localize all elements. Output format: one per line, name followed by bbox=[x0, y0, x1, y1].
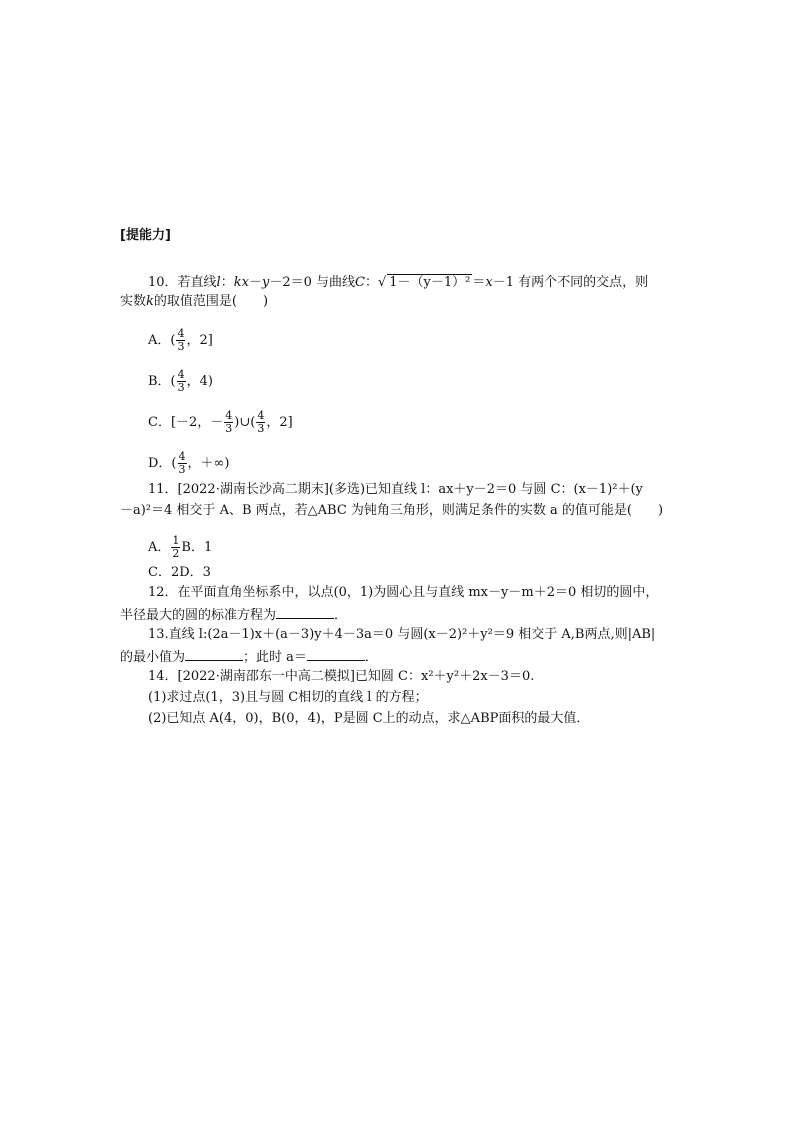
q11-options-ab bbox=[148, 535, 212, 560]
q12-text: ． bbox=[334, 608, 348, 623]
fraction bbox=[176, 328, 185, 353]
q12-line1: 12．在平面直角坐标系中，以点(0，1)为圆心且与直线 mx－y－m＋2＝0 相切的圆中， bbox=[148, 585, 659, 600]
denominator: 3 bbox=[178, 463, 186, 476]
option-text: ，2] bbox=[186, 333, 213, 348]
q10-line1 bbox=[148, 274, 648, 291]
q10-text: － bbox=[248, 275, 262, 290]
answer-blank bbox=[185, 648, 243, 661]
fraction bbox=[224, 410, 233, 435]
q14-subquestion-2: (2)已知点 A(4，0)，B(0，4)，P是圆 C上的动点，求△ABP面积的最大值． bbox=[148, 711, 590, 726]
q11-text: ) bbox=[658, 503, 664, 518]
numerator: 4 bbox=[178, 450, 186, 463]
numerator: 1 bbox=[172, 534, 180, 547]
option-label: A． bbox=[148, 540, 171, 555]
numerator: 4 bbox=[177, 368, 185, 381]
option-text: B．1 bbox=[181, 540, 213, 555]
option-label: D．( bbox=[148, 456, 177, 471]
q10-text: 10．若直线 bbox=[148, 275, 217, 290]
q10-text: 的取值范围是( bbox=[153, 294, 237, 309]
q10-text: 实数 bbox=[120, 294, 147, 309]
q10-text: ) bbox=[262, 294, 269, 309]
q11-options-cd: C．2D．3 bbox=[148, 565, 211, 580]
q10-text: ： bbox=[220, 275, 234, 290]
denominator: 3 bbox=[177, 340, 185, 353]
q10-text: －2＝0 与曲线 bbox=[269, 275, 356, 290]
denominator: 2 bbox=[172, 547, 180, 560]
option-label: A．( bbox=[148, 333, 176, 348]
q10-option-c bbox=[148, 410, 293, 435]
q13-line2 bbox=[120, 648, 378, 666]
q12-line2 bbox=[120, 606, 347, 624]
q10-text: ： bbox=[364, 275, 378, 290]
q10-var-y: y bbox=[261, 275, 270, 290]
q10-line2 bbox=[120, 294, 268, 310]
answer-blank bbox=[307, 648, 365, 661]
q13-text: ． bbox=[364, 650, 378, 665]
numerator: 4 bbox=[257, 409, 265, 422]
q12-text: 半径最大的圆的标准方程为 bbox=[120, 608, 277, 623]
q10-option-d bbox=[148, 451, 229, 476]
q11-text: －a)²＝4 相交于 A、B 两点，若△ABC 为钝角三角形，则满足条件的实数 a 的值可能是( bbox=[120, 503, 632, 518]
sqrt-symbol: √ bbox=[377, 275, 387, 290]
option-text: ，＋∞) bbox=[187, 456, 230, 471]
numerator: 4 bbox=[177, 327, 185, 340]
option-text: ，2] bbox=[266, 415, 293, 430]
q10-var-l: l bbox=[216, 275, 221, 290]
q13-text: ；此时 a＝ bbox=[243, 650, 307, 665]
q10-var-kx: kx bbox=[233, 275, 249, 290]
sqrt-expression: 1－（y－1）² bbox=[389, 275, 471, 290]
option-label: B．( bbox=[148, 374, 176, 389]
section-title: [提能力] bbox=[120, 228, 171, 243]
q10-var-k: k bbox=[146, 294, 154, 309]
q14-line1: 14．[2022·湖南邵东一中高二模拟]已知圆 C：x²＋y²＋2x－3＝0. bbox=[148, 669, 535, 684]
answer-blank bbox=[276, 606, 334, 619]
q13-text: 的最小值为 bbox=[120, 650, 186, 665]
fraction bbox=[256, 410, 265, 435]
numerator: 4 bbox=[225, 409, 233, 422]
fraction bbox=[171, 535, 180, 560]
q11-line1: 11．[2022·湖南长沙高二期末](多选)已知直线 l：ax＋y－2＝0 与圆 C：(x－1)²＋(y bbox=[148, 482, 643, 497]
q11-line2 bbox=[120, 503, 663, 519]
denominator: 3 bbox=[257, 422, 265, 435]
option-text: ，4) bbox=[186, 374, 213, 389]
q10-option-b bbox=[148, 369, 213, 394]
fraction bbox=[178, 451, 187, 476]
q10-text: ＝ bbox=[472, 275, 486, 290]
q10-option-a bbox=[148, 328, 213, 353]
q10-text: －1 有两个不同的交点，则 bbox=[492, 275, 649, 290]
q10-var-x: x bbox=[485, 275, 493, 290]
fraction bbox=[177, 369, 186, 394]
q13-line1: 13.直线 l:(2a－1)x＋(a－3)y＋4－3a＝0 与圆(x－2)²＋y²＝9 相交于 A,B两点,则|AB| bbox=[148, 627, 656, 642]
denominator: 3 bbox=[177, 381, 185, 394]
denominator: 3 bbox=[225, 422, 233, 435]
option-text: )∪( bbox=[234, 415, 256, 430]
q10-var-c: C bbox=[355, 275, 365, 290]
option-label: C．[－2，－ bbox=[148, 415, 224, 430]
q14-subquestion-1: (1)求过点(1，3)且与圆 C相切的直线 l 的方程； bbox=[148, 690, 428, 705]
